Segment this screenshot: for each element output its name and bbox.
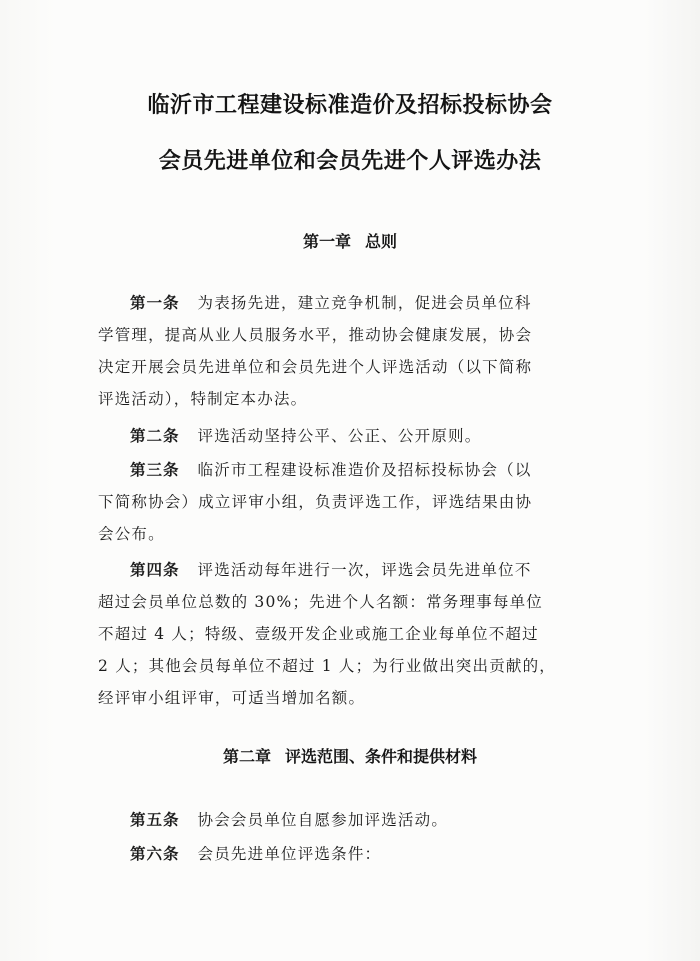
article-1-line-1: [130, 293, 532, 313]
article-1-text: 为表扬先进，建立竞争机制，促进会员单位科: [197, 294, 532, 312]
article-6-line-1: [130, 844, 381, 864]
chapter-2-name: 评选范围、条件和提供材料: [285, 747, 478, 766]
article-3-label: 第三条: [130, 461, 180, 479]
document-title-line-1: 临沂市工程建设标准造价及招标投标协会: [147, 93, 553, 118]
article-4-text: 评选活动每年进行一次，评选会员先进单位不: [197, 561, 532, 579]
article-3-text: 临沂市工程建设标准造价及招标投标协会（以: [197, 461, 532, 479]
article-5-text: 协会会员单位自愿参加评选活动。: [197, 811, 449, 829]
article-1-line-3: 决定开展会员先进单位和会员先进个人评选活动（以下简称: [98, 358, 533, 376]
article-4-line-2: 超过会员单位总数的 30%；先进个人名额：常务理事每单位: [98, 593, 543, 611]
article-5-line-1: [130, 810, 448, 830]
chapter-2-heading: [0, 744, 700, 767]
article-4-line-1: [130, 560, 532, 580]
article-2-line-1: [130, 426, 481, 446]
article-3-line-3: 会公布。: [98, 525, 165, 543]
article-5-label: 第五条: [130, 811, 180, 829]
article-1-label: 第一条: [130, 294, 180, 312]
article-1-line-2: 学管理，提高从业人员服务水平，推动协会健康发展，协会: [98, 326, 533, 344]
document-title-line-2: 会员先进单位和会员先进个人评选办法: [158, 149, 542, 174]
article-4-line-4: 2 人；其他会员每单位不超过 1 人；为行业做出突出贡献的，: [98, 657, 557, 675]
article-4-line-3: 不超过 4 人；特级、壹级开发企业或施工企业每单位不超过: [98, 625, 539, 643]
article-2-text: 评选活动坚持公平、公正、公开原则。: [197, 427, 482, 445]
article-6-label: 第六条: [130, 845, 180, 863]
article-3-line-1: [130, 460, 532, 480]
chapter-1-name: 总则: [365, 232, 398, 251]
chapter-2-number: 第二章: [222, 747, 271, 766]
article-3-line-2: 下简称协会）成立评审小组，负责评选工作，评选结果由协: [98, 493, 533, 511]
article-4-line-5: 经评审小组评审，可适当增加名额。: [98, 689, 366, 707]
article-6-text: 会员先进单位评选条件：: [197, 845, 382, 863]
chapter-1-number: 第一章: [302, 232, 351, 251]
chapter-1-heading: [0, 229, 700, 252]
article-4-label: 第四条: [130, 561, 180, 579]
article-1-line-4: 评选活动），特制定本办法。: [98, 390, 308, 408]
article-2-label: 第二条: [130, 427, 180, 445]
